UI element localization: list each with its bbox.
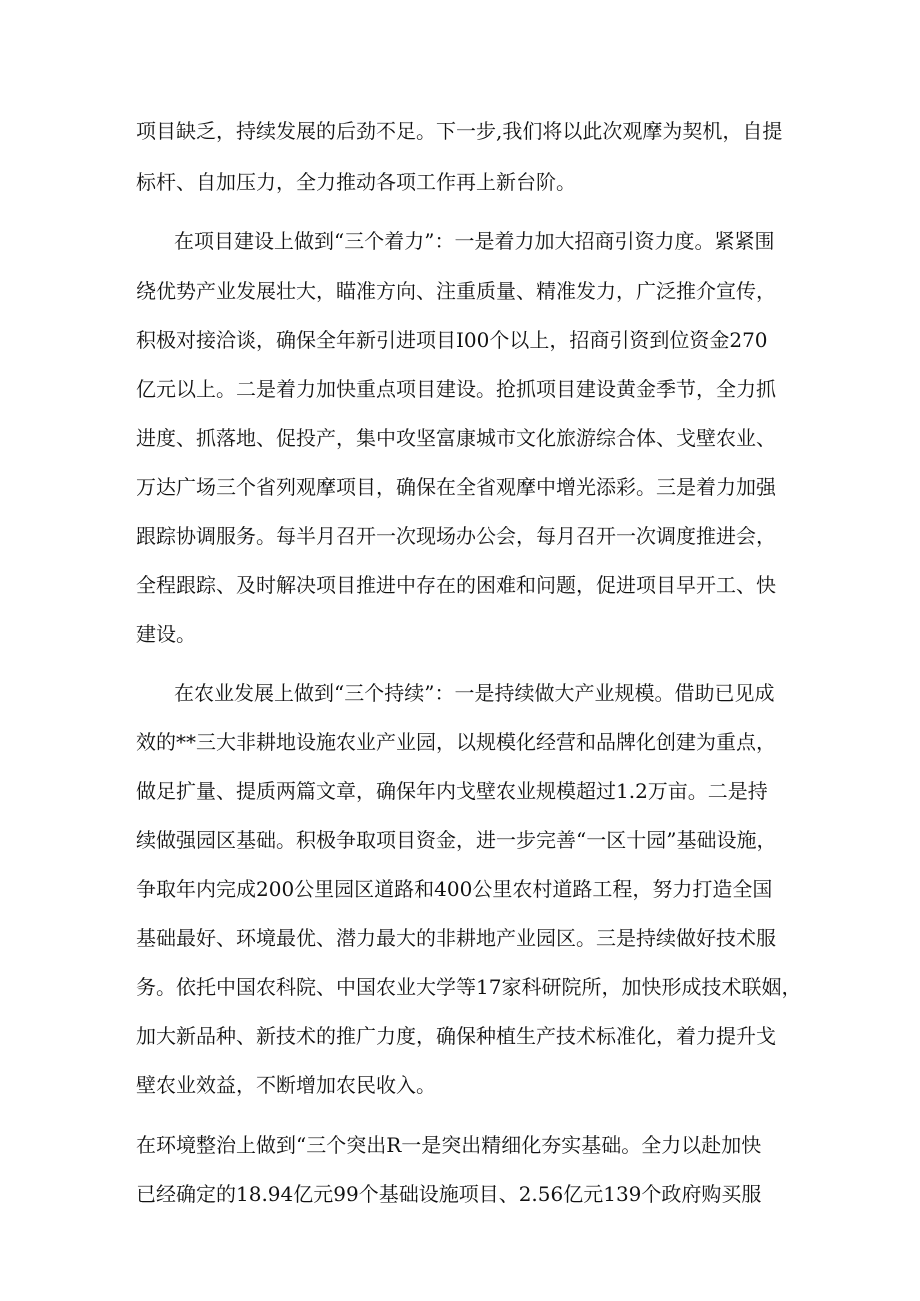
text-line: 全程跟踪、及时解决项目推进中存在的困难和问题，促进项目早开工、快: [136, 573, 776, 597]
text-line: 进度、抓落地、促投产，集中攻坚富康城市文化旅游综合体、戈壁农业、: [136, 426, 776, 450]
text-line: 已经确定的18.94亿元99个基础设施项目、2.56亿元139个政府购买服: [136, 1182, 762, 1206]
text-line: 务。依托中国农科院、中国农业大学等17家科研院所，加快形成技术联姻，: [136, 975, 802, 999]
text-line: 建设。: [136, 622, 196, 646]
text-line: 万达广场三个省列观摩项目，确保在全省观摩中增光添彩。三是着力加强: [136, 475, 776, 499]
text-line: 亿元以上。二是着力加快重点项目建设。抢抓项目建设黄金季节，全力抓: [136, 377, 776, 401]
text-line: 壁农业效益，不断增加农民收入。: [136, 1073, 436, 1097]
text-line: 效的**三大非耕地设施农业产业园，以规模化经营和品牌化创建为重点，: [136, 730, 776, 754]
text-line: 在农业发展上做到“三个持续”：一是持续做大产业规模。借助已见成: [174, 681, 775, 705]
text-line: 在环境整治上做到“三个突出R一是突出精细化夯实基础。全力以赴加快: [136, 1133, 762, 1157]
text-line: 在项目建设上做到“三个着力”：一是着力加大招商引资力度。紧紧围: [174, 229, 775, 253]
text-line: 跟踪协调服务。每半月召开一次现场办公会，每月召开一次调度推进会，: [136, 524, 776, 548]
text-line: 加大新品种、新技术的推广力度，确保种植生产技术标准化，着力提升戈: [136, 1024, 776, 1048]
text-line: 争取年内完成200公里园区道路和400公里农村道路工程，努力打造全国: [136, 877, 773, 901]
text-line: 基础最好、环境最优、潜力最大的非耕地产业园区。三是持续做好技术服: [136, 926, 776, 950]
text-line: 项目缺乏，持续发展的后劲不足。下一步,我们将以此次观摩为契机，自提: [136, 119, 783, 143]
text-line: 标杆、自加压力，全力推动各项工作再上新台阶。: [136, 170, 576, 194]
text-line: 做足扩量、提质两篇文章，确保年内戈壁农业规模超过1.2万亩。二是持: [136, 779, 768, 803]
text-line: 绕优势产业发展壮大，瞄准方向、注重质量、精准发力，广泛推介宣传，: [136, 279, 776, 303]
text-line: 续做强园区基础。积极争取项目资金，进一步完善“一区十园”基础设施，: [136, 828, 777, 852]
text-line: 积极对接洽谈，确保全年新引进项目I00个以上，招商引资到位资金270: [136, 328, 768, 352]
